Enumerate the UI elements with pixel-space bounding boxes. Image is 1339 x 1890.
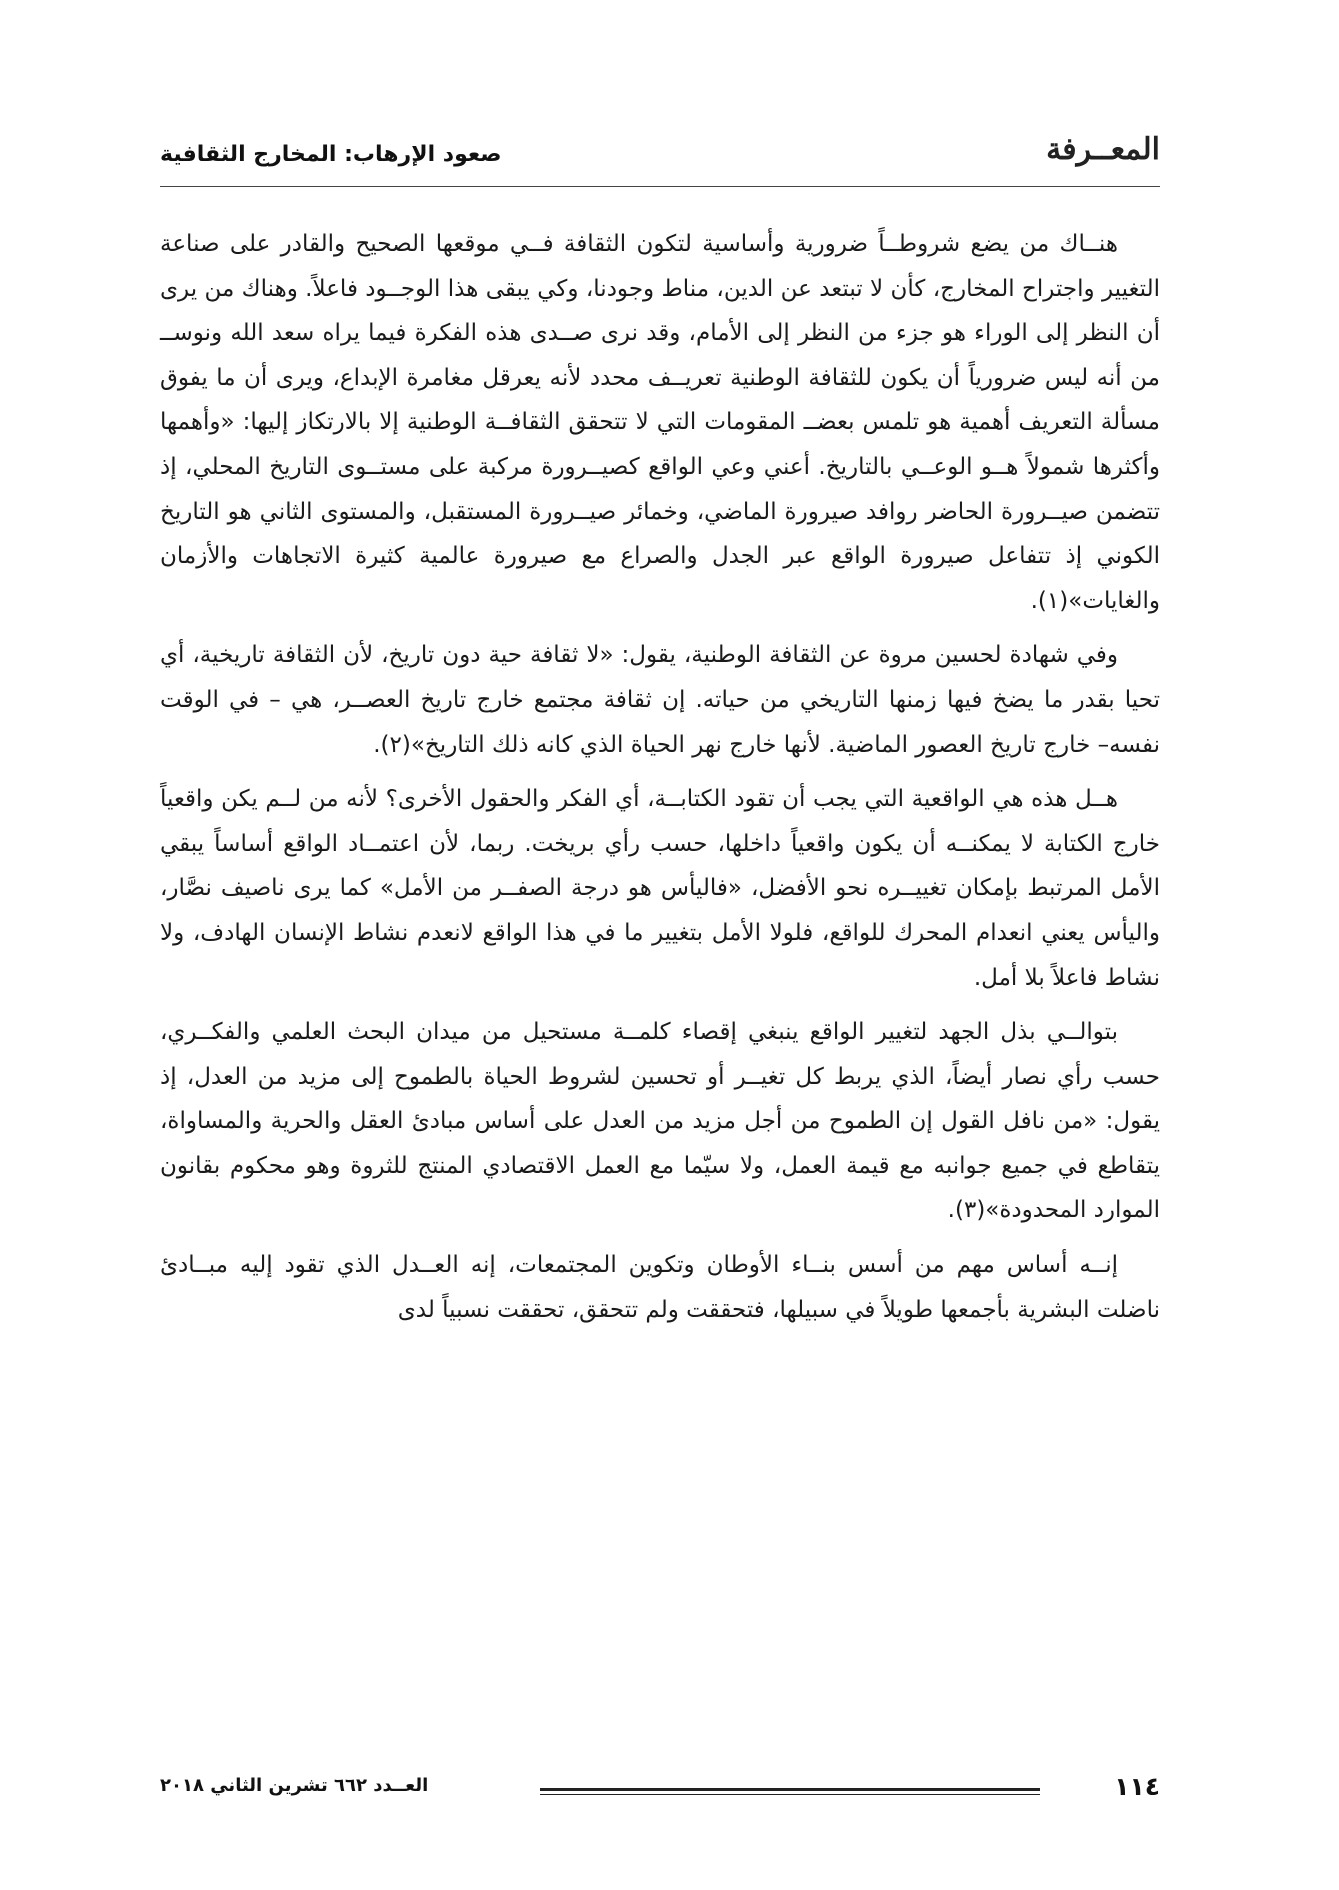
page-footer <box>160 1772 1160 1812</box>
paragraph-3: هــل هذه هي الواقعية التي يجب أن تقود الكتابــة، أي الفكر والحقول الأخرى؟ لأنه من لــم يكن واقعياً خارج الكتابة لا يمكنــه أن يكون واقعياً داخلها، حسب رأي بريخت. ربما، لأن اعتمــاد الواقع أساساً يبقي الأمل المرتبط بإمكان تغييــره نحو الأفضل، «فاليأس هو درجة الصفــر من الأمل» كما يرى ناصيف نصَّار، واليأس يعني انعدام المحرك للواقع، فلولا الأمل بتغيير ما في هذا الواقع لانعدم نشاط الإنسان الهادف، ولا نشاط فاعلاً بلا أمل. <box>160 786 1160 991</box>
footer-divider <box>540 1788 1040 1796</box>
issue-info: العــدد ٦٦٢ تشرين الثاني ٢٠١٨ <box>160 1775 429 1796</box>
article-running-title: صعود الإرهاب: المخارج الثقافية <box>160 142 502 167</box>
page-header <box>160 124 1160 184</box>
article-body <box>160 222 1160 1342</box>
paragraph-5: إنــه أساس مهم من أسس بنــاء الأوطان وتكوين المجتمعات، إنه العــدل الذي تقود إليه مبــادئ ناضلت البشرية بأجمعها طويلاً في سبيلها، فتحققت ولم تتحقق، تحققت نسبياً لدى <box>160 1252 1160 1323</box>
paragraph-4: بتوالــي بذل الجهد لتغيير الواقع ينبغي إقصاء كلمــة مستحيل من ميدان البحث العلمي والفكــري، حسب رأي نصار أيضاً، الذي يربط كل تغيــر أو تحسين لشروط الحياة بالطموح إلى مزيد من العدل، إذ يقول: «من نافل القول إن الطموح من أجل مزيد من العدل على أساس مبادئ العقل والحرية والمساواة، يتقاطع في جميع جوانبه مع قيمة العمل، ولا سيّما مع العمل الاقتصادي المنتج للثروة وهو محكوم بقانون الموارد المحدودة»(٣). <box>160 1019 1160 1224</box>
paragraph-1: هنــاك من يضع شروطــاً ضرورية وأساسية لتكون الثقافة فــي موقعها الصحيح والقادر على صناعة التغيير واجتراح المخارج، كأن لا تبتعد عن الدين، مناط وجودنا، وكي يبقى هذا الوجــود فاعلاً. وهناك من يرى أن النظر إلى الوراء هو جزء من النظر إلى الأمام، وقد نرى صــدى هذه الفكرة فيما يراه سعد الله ونوســ من أنه ليس ضرورياً أن يكون للثقافة الوطنية تعريــف محدد لأنه يعرقل مغامرة الإبداع، ويرى أن ما يفوق مسألة التعريف أهمية هو تلمس بعضــ المقومات التي لا تتحقق الثقافــة الوطنية إلا بالارتكاز إليها: «وأهمها وأكثرها شمولاً هــو الوعــي بالتاريخ. أعني وعي الواقع كصيــرورة مركبة على مستــوى التاريخ المحلي، إذ تتضمن صيــرورة الحاضر روافد صيرورة الماضي، وخمائر صيــرورة المستقبل، والمستوى الثاني هو التاريخ الكوني إذ تتفاعل صيرورة الواقع عبر الجدل والصراع مع صيرورة عالمية كثيرة الاتجاهات والأزمان والغايات»(١). <box>160 231 1160 614</box>
page-number: ١١٤ <box>1114 1772 1160 1801</box>
paragraph-2: وفي شهادة لحسين مروة عن الثقافة الوطنية، يقول: «لا ثقافة حية دون تاريخ، لأن الثقافة تاريخية، أي تحيا بقدر ما يضخ فيها زمنها التاريخي من حياته. إن ثقافة مجتمع خارج تاريخ العصــر، هي – في الوقت نفسه– خارج تاريخ العصور الماضية. لأنها خارج نهر الحياة الذي كانه ذلك التاريخ»(٢). <box>160 642 1160 758</box>
magazine-logo: المعــرفة <box>1046 132 1160 167</box>
header-divider <box>160 186 1160 187</box>
